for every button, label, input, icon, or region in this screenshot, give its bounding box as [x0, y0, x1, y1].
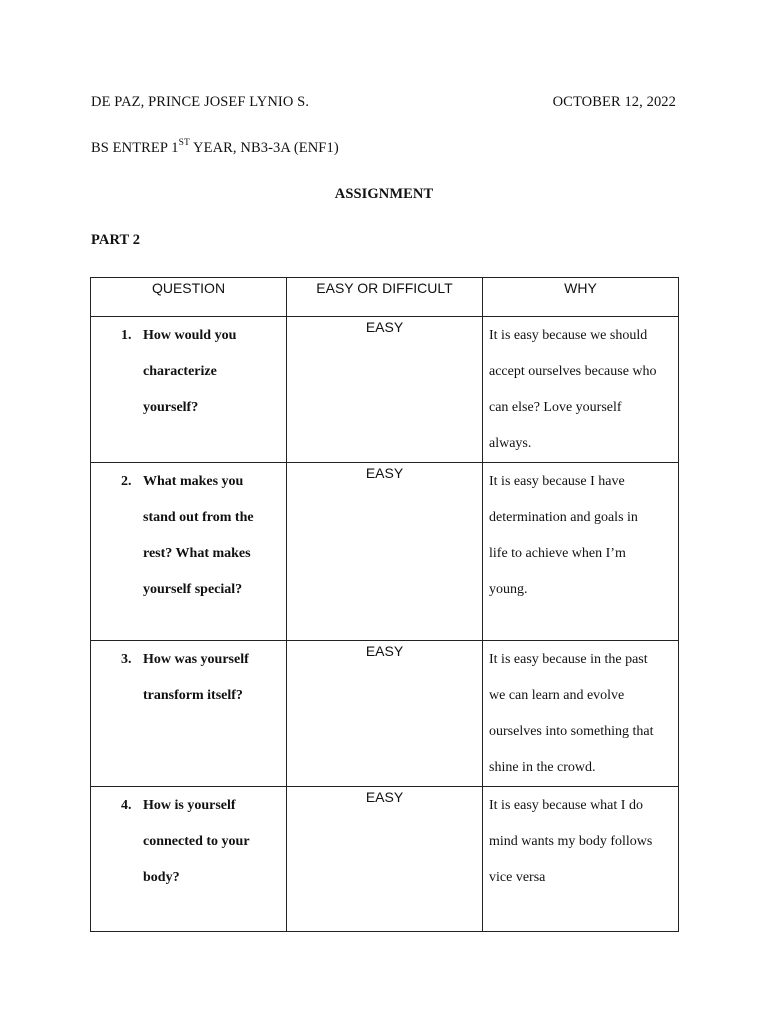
table-row [91, 463, 679, 641]
difficulty-cell: EASY [287, 317, 483, 463]
question-cell [91, 787, 287, 932]
question-text: What makes you stand out from the rest? What makes yourself special? [143, 474, 254, 597]
part-heading: PART 2 [91, 232, 141, 248]
difficulty-cell: EASY [287, 463, 483, 641]
program-superscript: ST [178, 138, 190, 148]
why-cell: It is easy because in the past we can learn and evolve ourselves into something that shine in the crowd. [483, 641, 679, 787]
table-row [91, 787, 679, 932]
question-number: 4. [121, 798, 132, 813]
program-suffix: YEAR, NB3-3A (ENF1) [189, 139, 339, 156]
question-number: 1. [121, 328, 132, 343]
question-text: How is yourself connected to your body? [143, 798, 250, 885]
document-title: ASSIGNMENT [334, 186, 434, 202]
question-cell [91, 463, 287, 641]
table-row [91, 317, 679, 463]
student-name: DE PAZ, PRINCE JOSEF LYNIO S. [91, 94, 310, 110]
question-number: 2. [121, 474, 132, 489]
table-header-row [91, 278, 679, 317]
why-cell: It is easy because what I do mind wants my body follows vice versa [483, 787, 679, 932]
question-cell [91, 641, 287, 787]
program-line [91, 139, 339, 157]
question-cell [91, 317, 287, 463]
program-prefix: BS ENTREP 1 [91, 139, 179, 156]
column-header-difficulty: EASY OR DIFFICULT [287, 278, 483, 317]
table-row [91, 641, 679, 787]
why-cell: It is easy because we should accept ourselves because who can else? Love yourself always. [483, 317, 679, 463]
why-cell: It is easy because I have determination and goals in life to achieve when I’m young. [483, 463, 679, 641]
question-number: 3. [121, 652, 132, 667]
difficulty-cell: EASY [287, 787, 483, 932]
question-text: How would you characterize yourself? [143, 328, 237, 415]
column-header-question: QUESTION [91, 278, 287, 317]
assignment-date: OCTOBER 12, 2022 [552, 94, 676, 110]
question-text: How was yourself transform itself? [143, 652, 249, 703]
assignment-table [90, 277, 679, 932]
difficulty-cell: EASY [287, 641, 483, 787]
column-header-why: WHY [483, 278, 679, 317]
